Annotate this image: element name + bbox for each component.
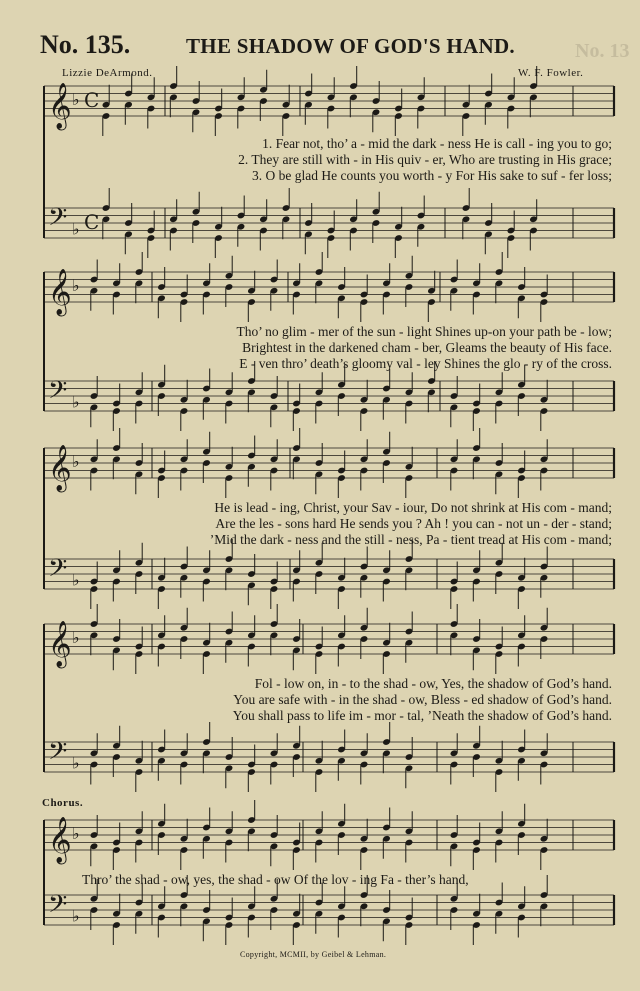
bass-clef-icon: 𝄢 [48,554,68,589]
flat-sign-icon: ♭ [72,628,80,647]
flat-sign-icon: ♭ [72,276,80,295]
chorus-label: Chorus. [42,797,84,809]
flat-sign-icon: ♭ [72,906,80,926]
treble-clef-icon: 𝄞 [48,817,72,863]
treble-clef-icon: 𝄞 [48,83,72,129]
flat-sign-icon: ♭ [72,392,80,412]
flat-sign-icon: ♭ [72,90,80,109]
bleed-through-text: No. 13 [575,40,630,62]
flat-sign-icon: ♭ [72,452,80,471]
bass-clef-icon: 𝄢 [48,890,68,925]
verse-block-1 [60,136,612,184]
verse-block-4 [60,676,612,724]
flat-sign-icon: ♭ [72,570,80,590]
lyric-line: Brightest in the darkened cham - ber, Gleams the beauty of His face. [242,340,612,355]
common-time-icon: C [84,210,100,234]
lyric-line: Fol - low on, in - to the shad - ow, Yes, the shadow of God’s hand. [254,676,612,691]
copyright-notice: Copyright, MCMII, by Geibel & Lehman. [240,950,387,959]
hymn-number: No. 135. [40,30,131,59]
lyric-line: Are the les - sons hard He sends you ? Ah ! you can - not un - der - stand; [215,516,612,531]
bass-clef-icon: 𝄢 [48,203,68,238]
lyricist-credit: Lizzie DeArmond. [62,67,153,79]
flat-sign-icon: ♭ [72,753,80,773]
chorus-lyrics [60,872,612,888]
lyric-line: ’Mid the dark - ness and the still - ness, Pa - tient tread at His com - mand; [209,532,612,547]
lyric-line: Tho’ no glim - mer of the sun - light Shines up-on your path be - low; [236,324,612,339]
lyric-line: E - ven thro’ death’s gloomy val - ley Shines the glo - ry of the cross. [239,356,612,371]
common-time-icon: C [84,88,100,112]
bass-clef-icon: 𝄢 [48,737,68,772]
verse-block-2 [60,324,612,372]
treble-clef-icon: 𝄞 [48,269,72,315]
lyric-line: 2. They are still with - in His quiv - er, Who are trusting in His grace; [238,152,612,167]
bass-clef-icon: 𝄢 [48,376,68,411]
treble-clef-icon: 𝄞 [48,445,72,491]
lyric-line: 3. O be glad He counts you worth - y For His sake to suf - fer loss; [252,168,612,183]
flat-sign-icon: ♭ [72,824,80,843]
composer-credit: W. F. Fowler. [518,67,584,79]
lyric-line: Thro’ the shad - ow, yes, the shad - ow Of the lov - ing Fa - ther’s hand, [82,872,469,887]
lyric-line: 1. Fear not, tho’ a - mid the dark - ness He is call - ing you to go; [262,136,612,151]
lyric-line: You are safe with - in the shad - ow, Bless - ed shadow of God’s hand. [233,692,612,707]
lyric-line: You shall pass to life im - mor - tal, ’Neath the shadow of God’s hand. [232,708,612,723]
hymn-title: THE SHADOW OF GOD'S HAND. [186,34,515,58]
flat-sign-icon: ♭ [72,219,80,239]
verse-block-3 [60,500,612,548]
treble-clef-icon: 𝄞 [48,621,72,667]
lyric-line: He is lead - ing, Christ, your Sav - iour, Do not shrink at His com - mand; [214,500,612,515]
